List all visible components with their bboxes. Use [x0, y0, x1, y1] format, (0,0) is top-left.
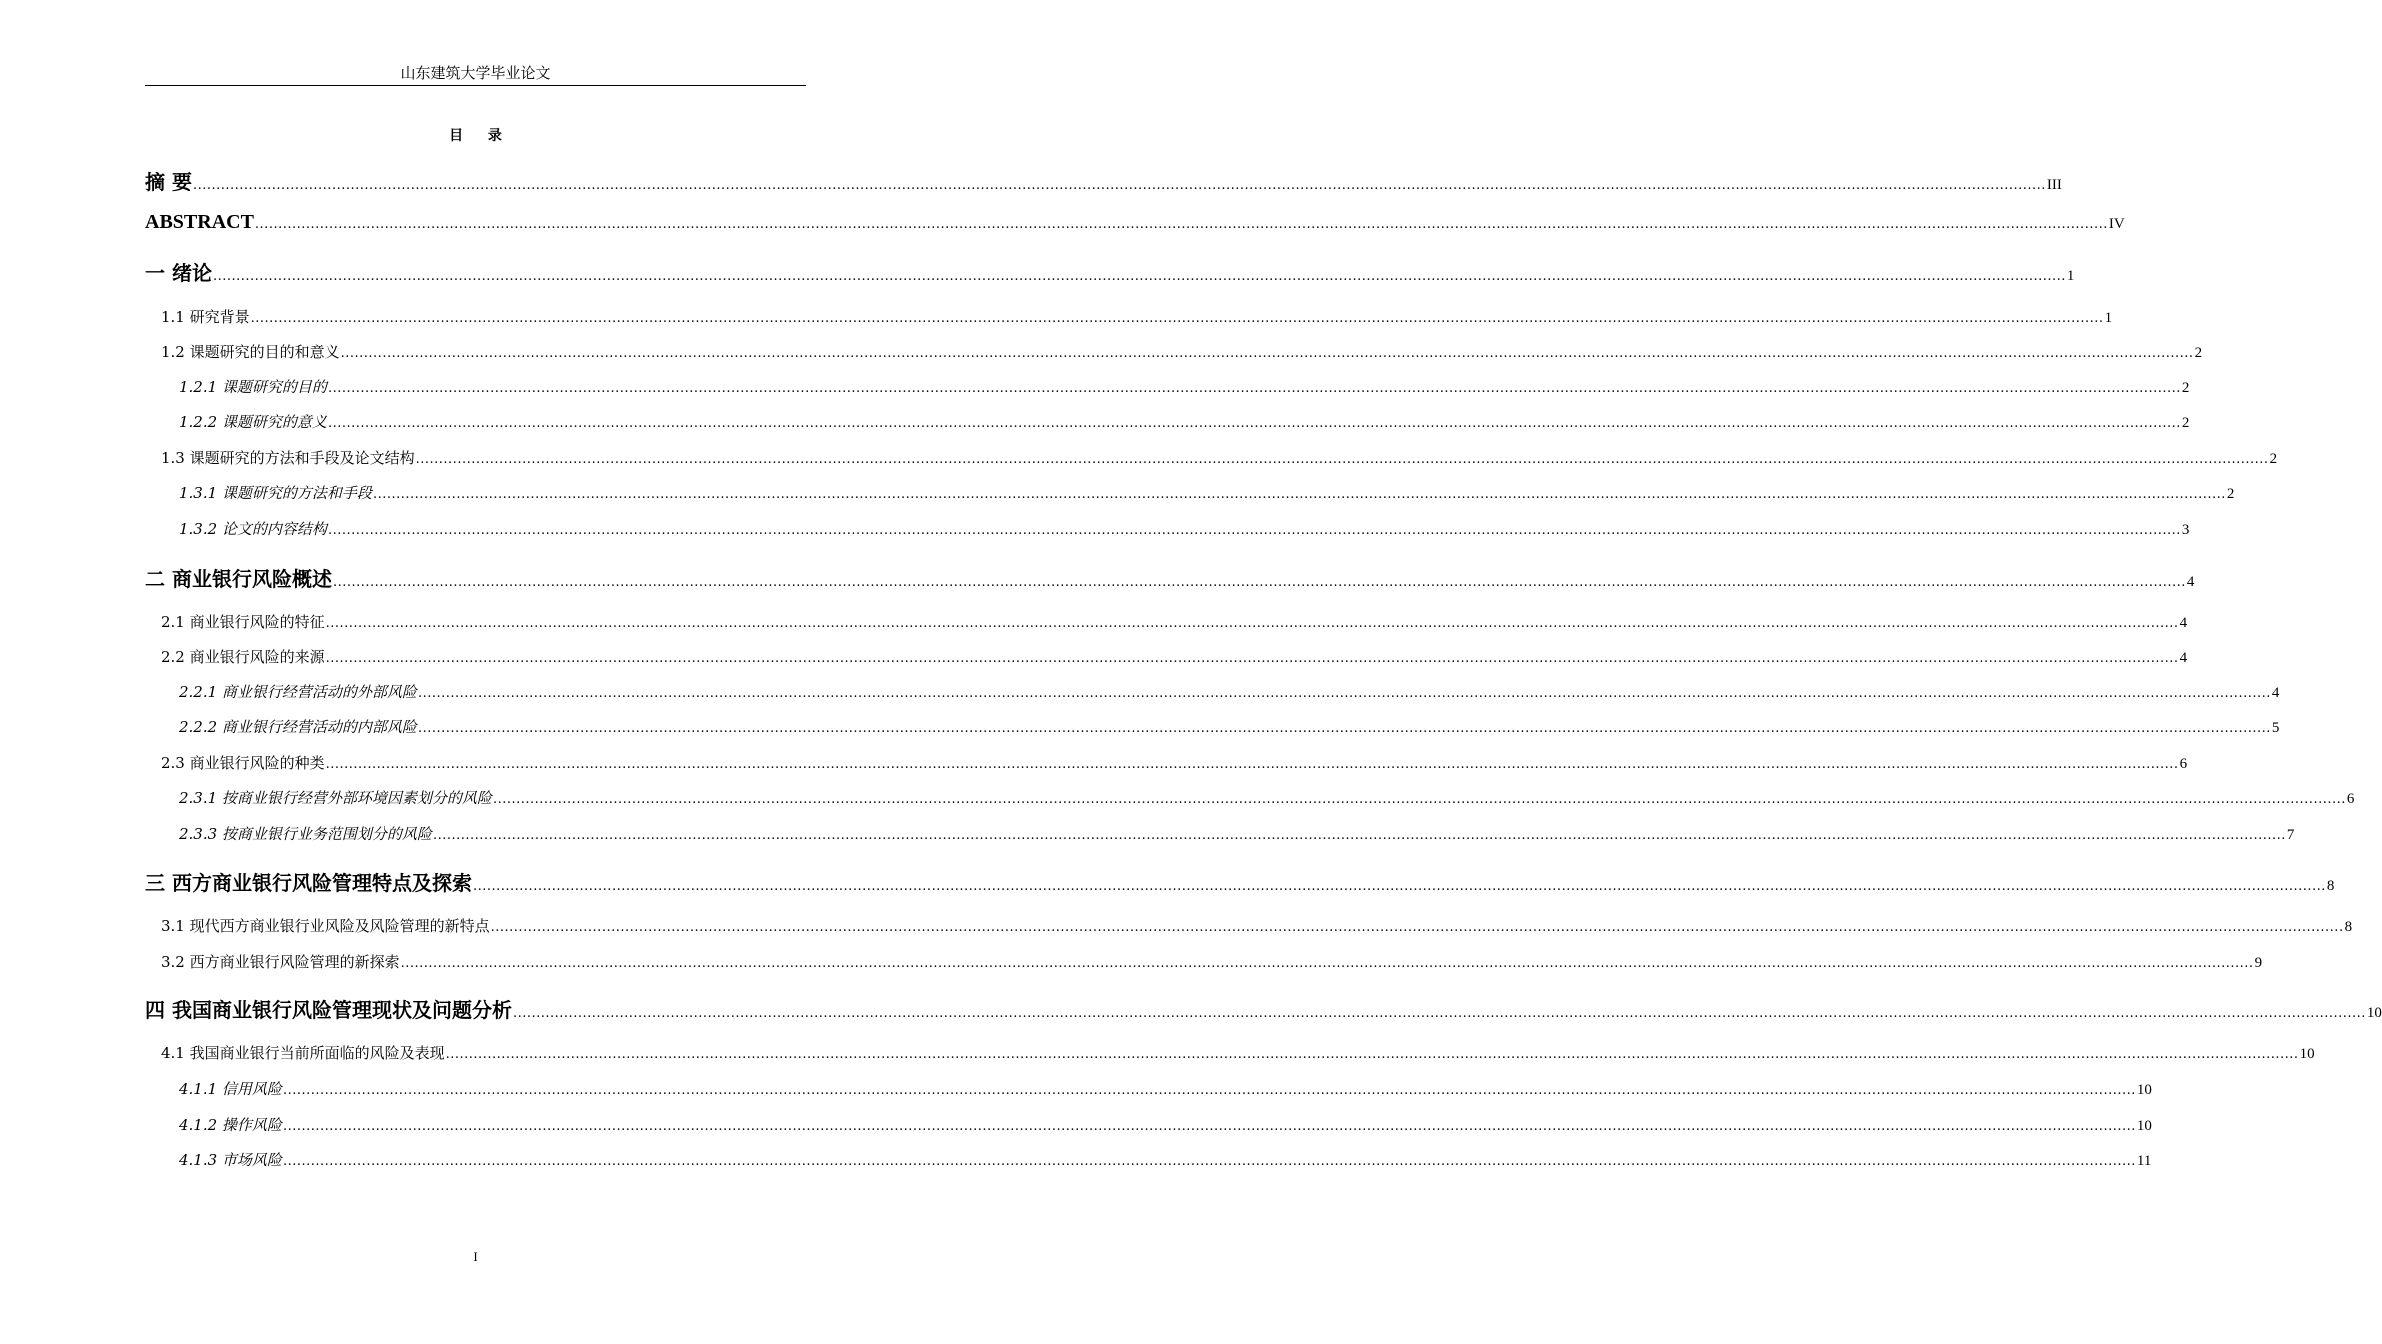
toc-entry[interactable]: [145, 257, 2075, 286]
toc-leader-dots: ................................................................................................................................................................................................................................................................................................................................................................................................................: [327, 416, 2181, 431]
toc-entry-text: ABSTRACT: [145, 211, 254, 233]
toc-entry[interactable]: [145, 211, 2125, 234]
toc-entry[interactable]: [179, 482, 2235, 503]
toc-entry-text: 1.2.2 课题研究的意义: [179, 413, 327, 431]
toc-entry-page: 1: [2104, 310, 2113, 326]
toc-leader-dots: ................................................................................................................................................................................................................................................................................................................................................................................................................: [340, 346, 2194, 361]
toc-entry[interactable]: [161, 646, 2188, 667]
toc-leader-dots: ................................................................................................................................................................................................................................................................................................................................................................................................................: [415, 452, 2269, 467]
toc-entry[interactable]: [145, 867, 2335, 896]
toc-entry-text: 2.2.1 商业银行经营活动的外部风险: [179, 683, 417, 701]
toc-leader-dots: ................................................................................................................................................................................................................................................................................................................................................................................................................: [192, 178, 2046, 193]
toc-leader-dots: ................................................................................................................................................................................................................................................................................................................................................................................................................: [432, 828, 2286, 843]
toc-leader-dots: ................................................................................................................................................................................................................................................................................................................................................................................................................: [332, 575, 2186, 590]
toc-entry-text: 二 商业银行风险概述: [145, 567, 332, 591]
toc-entry[interactable]: [161, 915, 2353, 936]
toc-entry-page: 2: [2181, 415, 2190, 431]
toc-entry-page: 2: [2181, 380, 2190, 396]
toc-entry[interactable]: [179, 716, 2280, 737]
toc-entry-text: 1.1 研究背景: [161, 308, 250, 326]
toc-leader-dots: ................................................................................................................................................................................................................................................................................................................................................................................................................: [325, 757, 2179, 772]
toc-leader-dots: ................................................................................................................................................................................................................................................................................................................................................................................................................: [400, 956, 2254, 971]
toc-entry[interactable]: [179, 681, 2280, 702]
toc-entry-page: 3: [2181, 522, 2190, 538]
toc-entry-page: 4: [2271, 685, 2280, 701]
toc-entry[interactable]: [161, 1042, 2315, 1063]
page-number: I: [473, 1249, 478, 1264]
toc-entry-text: 三 西方商业银行风险管理特点及探索: [145, 871, 472, 895]
toc-leader-dots: ................................................................................................................................................................................................................................................................................................................................................................................................................: [327, 381, 2181, 396]
toc-leader-dots: ................................................................................................................................................................................................................................................................................................................................................................................................................: [282, 1119, 2136, 1134]
toc-leader-dots: ................................................................................................................................................................................................................................................................................................................................................................................................................: [417, 686, 2271, 701]
toc-entry-page: 4: [2186, 574, 2195, 590]
toc-entry-text: 2.2 商业银行风险的来源: [161, 648, 325, 666]
toc-leader-dots: ................................................................................................................................................................................................................................................................................................................................................................................................................: [282, 1083, 2136, 1098]
toc-entry-page: 4: [2179, 650, 2188, 666]
toc-entry-page: 10: [2299, 1046, 2315, 1062]
toc-entry-page: 2: [2194, 345, 2203, 361]
toc-leader-dots: ................................................................................................................................................................................................................................................................................................................................................................................................................: [254, 217, 2108, 232]
toc-entry[interactable]: [179, 518, 2190, 539]
toc-entry-text: 四 我国商业银行风险管理现状及问题分析: [145, 998, 512, 1022]
toc-entry-page: 2: [2269, 451, 2278, 467]
toc-entry-page: 2: [2226, 486, 2235, 502]
toc-entry-text: 摘 要: [145, 170, 192, 194]
toc-entry-page: 11: [2136, 1153, 2152, 1169]
toc-entry[interactable]: [161, 752, 2188, 773]
toc-entry[interactable]: [161, 447, 2278, 468]
toc-entry[interactable]: [179, 1078, 2152, 1099]
toc-entry-text: 2.1 商业银行风险的特征: [161, 613, 325, 631]
toc-leader-dots: ................................................................................................................................................................................................................................................................................................................................................................................................................: [417, 721, 2271, 736]
toc-entry-page: 9: [2254, 955, 2263, 971]
toc-entry-text: 4.1.3 市场风险: [179, 1151, 282, 1169]
toc-leader-dots: ................................................................................................................................................................................................................................................................................................................................................................................................................: [512, 1006, 2366, 1021]
toc-leader-dots: ................................................................................................................................................................................................................................................................................................................................................................................................................: [282, 1154, 2136, 1169]
toc-entry[interactable]: [179, 823, 2295, 844]
toc-entry[interactable]: [179, 376, 2190, 397]
toc-entry-text: 2.3 商业银行风险的种类: [161, 754, 325, 772]
toc-entry-text: 3.1 现代西方商业银行业风险及风险管理的新特点: [161, 917, 490, 935]
toc-entry-text: 2.3.3 按商业银行业务范围划分的风险: [179, 825, 432, 843]
toc-entry[interactable]: [161, 611, 2188, 632]
toc-entry-page: 6: [2179, 756, 2188, 772]
toc-entry[interactable]: [179, 787, 2355, 808]
toc-leader-dots: ................................................................................................................................................................................................................................................................................................................................................................................................................: [490, 920, 2344, 935]
toc-leader-dots: ................................................................................................................................................................................................................................................................................................................................................................................................................: [472, 879, 2326, 894]
toc-entry-text: 1.2.1 课题研究的目的: [179, 378, 327, 396]
toc-leader-dots: ................................................................................................................................................................................................................................................................................................................................................................................................................: [445, 1047, 2299, 1062]
table-of-contents: [145, 0, 2382, 1344]
toc-entry-page: 10: [2136, 1082, 2152, 1098]
toc-entry-page: 6: [2346, 791, 2355, 807]
toc-entry-page: 7: [2286, 827, 2295, 843]
toc-entry-page: 10: [2136, 1118, 2152, 1134]
toc-entry-page: 8: [2344, 919, 2353, 935]
toc-entry-page: 8: [2326, 878, 2335, 894]
toc-leader-dots: ................................................................................................................................................................................................................................................................................................................................................................................................................: [250, 311, 2104, 326]
toc-leader-dots: ................................................................................................................................................................................................................................................................................................................................................................................................................: [327, 523, 2181, 538]
toc-entry[interactable]: [145, 563, 2195, 592]
toc-entry[interactable]: [179, 411, 2190, 432]
toc-entry[interactable]: [145, 994, 2382, 1023]
toc-entry-text: 3.2 西方商业银行风险管理的新探索: [161, 953, 400, 971]
toc-entry-text: 1.3.1 课题研究的方法和手段: [179, 484, 372, 502]
toc-entry[interactable]: [145, 166, 2062, 195]
document-header-title: 山东建筑大学毕业论文: [400, 64, 551, 82]
toc-leader-dots: ................................................................................................................................................................................................................................................................................................................................................................................................................: [492, 792, 2346, 807]
toc-entry-page: IV: [2108, 216, 2125, 232]
toc-title: 目 录: [449, 128, 512, 144]
toc-leader-dots: ................................................................................................................................................................................................................................................................................................................................................................................................................: [212, 269, 2066, 284]
toc-entry-text: 1.2 课题研究的目的和意义: [161, 343, 340, 361]
toc-entry[interactable]: [179, 1114, 2152, 1135]
toc-entry-page: III: [2046, 177, 2062, 193]
toc-entry-text: 2.2.2 商业银行经营活动的内部风险: [179, 718, 417, 736]
toc-entry[interactable]: [179, 1149, 2152, 1170]
toc-entry-text: 1.3.2 论文的内容结构: [179, 520, 327, 538]
toc-leader-dots: ................................................................................................................................................................................................................................................................................................................................................................................................................: [372, 487, 2226, 502]
toc-leader-dots: ................................................................................................................................................................................................................................................................................................................................................................................................................: [325, 616, 2179, 631]
toc-entry-text: 4.1.1 信用风险: [179, 1080, 282, 1098]
toc-entry[interactable]: [161, 951, 2263, 972]
toc-entry-text: 4.1 我国商业银行当前所面临的风险及表现: [161, 1044, 445, 1062]
toc-entry-text: 4.1.2 操作风险: [179, 1116, 282, 1134]
toc-entry-page: 10: [2366, 1005, 2382, 1021]
toc-entry[interactable]: [161, 341, 2203, 362]
toc-leader-dots: ................................................................................................................................................................................................................................................................................................................................................................................................................: [325, 651, 2179, 666]
toc-entry-page: 4: [2179, 615, 2188, 631]
toc-entry-text: 一 绪论: [145, 261, 212, 285]
toc-entry-text: 2.3.1 按商业银行经营外部环境因素划分的风险: [179, 789, 492, 807]
toc-entry-text: 1.3 课题研究的方法和手段及论文结构: [161, 449, 415, 467]
toc-entry[interactable]: [161, 306, 2113, 327]
toc-entry-page: 5: [2271, 720, 2280, 736]
toc-entry-page: 1: [2066, 268, 2075, 284]
